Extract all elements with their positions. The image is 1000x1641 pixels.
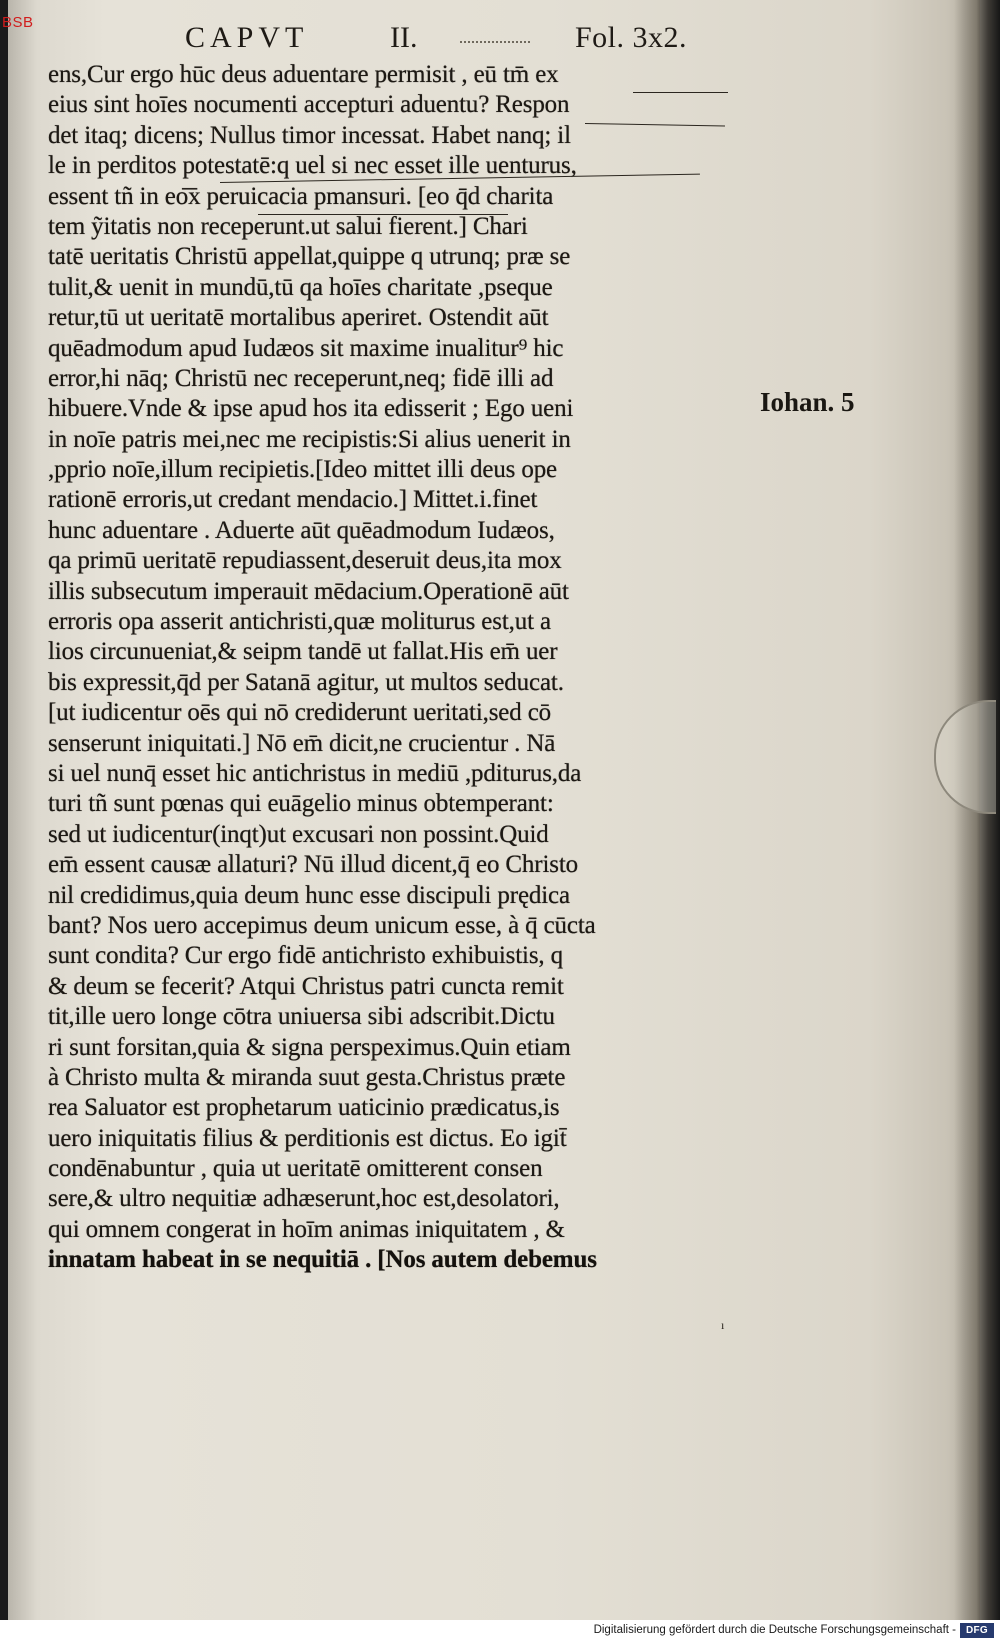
text-line: tit,ille uero longe cōtra uniuersa sibi adscribit.Dictu — [48, 1003, 555, 1031]
text-line: em̄ essent causæ allaturi? Nū illud dicent,q̄ eo Christo — [48, 851, 578, 879]
text-line: si uel nunq̄ esset hic antichristus in mediū ,pditurus,da — [48, 759, 582, 787]
funding-credit: Digitalisierung gefördert durch die Deutsche Forschungsgemeinschaft - — [593, 1624, 956, 1636]
text-line: senserunt iniquitati.] Nō em̄ dicit,ne crucientur . Nā — [48, 729, 556, 757]
catchword-mark: ı — [721, 1318, 725, 1332]
text-line: hibuere.Vnde & ipse apud hos ita edisserit ; Ego ueni — [48, 395, 574, 423]
text-line: eius sint hoīes nocumenti accepturi aduentu? Respon — [48, 91, 570, 119]
text-line: [ut iudicentur oēs qui nō crediderunt ueritati,sed cō — [48, 699, 552, 727]
text-line: bant? Nos uero accepimus deum unicum esse, à q̄ cūcta — [48, 911, 596, 939]
text-line: hunc aduentare . Aduerte aūt quēadmodum Iudæos, — [48, 516, 555, 544]
running-head-caput: CAPVT — [185, 21, 309, 54]
bsb-library-mark: BSB — [2, 14, 34, 31]
running-head — [185, 18, 705, 58]
text-line: bis expressit,q̄d per Satanā agitur, ut multos seducat. — [48, 668, 564, 696]
running-head-divider — [460, 41, 530, 43]
text-line: erroris opa asserit antichristi,quæ moliturus est,ut a — [48, 608, 551, 636]
running-head-folio: Fol. 3x2. — [575, 21, 688, 54]
text-line: ens,Cur ergo hūc deus aduentare permisit , eū tm̄ ex — [48, 61, 559, 88]
text-line: illis subsecutum imperauit mēdacium.Operationē aūt — [48, 577, 569, 605]
running-head-chapter: II. — [390, 21, 418, 54]
footer-bar — [0, 1620, 1000, 1641]
text-line: qui omnem congerat in hoīm animas iniquitatem , & — [48, 1215, 565, 1243]
text-line: condēnabuntur , quia ut ueritatē omitterent consen — [48, 1155, 543, 1183]
text-line: & deum se fecerit? Atqui Christus patri cuncta remit — [48, 972, 564, 1000]
text-line: ri sunt forsitan,quia & signa perspeximus.Quin etiam — [48, 1033, 571, 1061]
text-line: turi tñ sunt pœnas qui euāgelio minus obtemperant: — [48, 790, 554, 818]
text-line: à Christo multa & miranda suut gesta.Christus præte — [48, 1063, 566, 1091]
text-line: tulit,& uenit in mundū,tū qa hoīes charitate ,pseque — [48, 273, 553, 301]
text-line: uero iniquitatis filius & perditionis est dictus. Eo igit̄ — [48, 1124, 567, 1152]
text-line: retur,tū ut ueritatē mortalibus aperiret. Ostendit aūt — [48, 304, 549, 332]
dfg-logo: DFG — [960, 1623, 994, 1638]
underline-mark — [258, 214, 508, 215]
text-line: tatē ueritatis Christū appellat,quippe q utrunq; præ se — [48, 243, 571, 271]
text-line: rea Saluator est prophetarum uaticinio prædicatus,is — [48, 1094, 560, 1122]
text-line: tem ỹitatis non receperunt.ut salui fierent.] Chari — [48, 212, 528, 240]
text-line: ,pprio noīe,illum recipietis.[Ideo mittet illi deus ope — [48, 456, 557, 484]
text-line: det itaq; dicens; Nullus timor incessat. Habet nanq; il — [48, 121, 571, 149]
text-line: sere,& ultro nequitiæ adhæserunt,hoc est,desolatori, — [48, 1185, 560, 1213]
underline-mark — [633, 92, 728, 93]
text-line: in noīe patris mei,nec me recipistis:Si alius uenerit in — [48, 425, 571, 453]
text-line: sed ut iudicentur(inqt)ut excusari non possint.Quid — [48, 820, 549, 848]
text-line: innatam habeat in se nequitiā . [Nos autem debemus — [48, 1246, 597, 1274]
text-block — [48, 60, 753, 1276]
marginal-reference: Iohan. 5 — [760, 387, 855, 417]
text-line: le in perditos potestatē:q uel si nec esset ille uenturus, — [48, 152, 577, 180]
text-line: rationē erroris,ut credant mendacio.] Mittet.i.finet — [48, 486, 538, 514]
text-line: essent tñ in eo͞x peruicacia pmansuri. [eo q̄d charita — [48, 182, 554, 210]
text-line: nil credidimus,quia deum hunc esse discipuli prędica — [48, 881, 570, 909]
text-line: sunt condita? Cur ergo fidē antichristo exhibuistis, q — [48, 942, 563, 970]
text-line: lios circunueniat,& seipm tandē ut fallat.His em̄ uer — [48, 638, 558, 666]
text-line: qa primū ueritatē repudiassent,deseruit deus,ita mox — [48, 547, 562, 575]
text-line: quēadmodum apud Iudæos sit maxime inualitur⁹ hic — [48, 334, 564, 362]
text-line: error,hi nāq; Christū nec receperunt,neq; fidē illi ad — [48, 364, 554, 392]
